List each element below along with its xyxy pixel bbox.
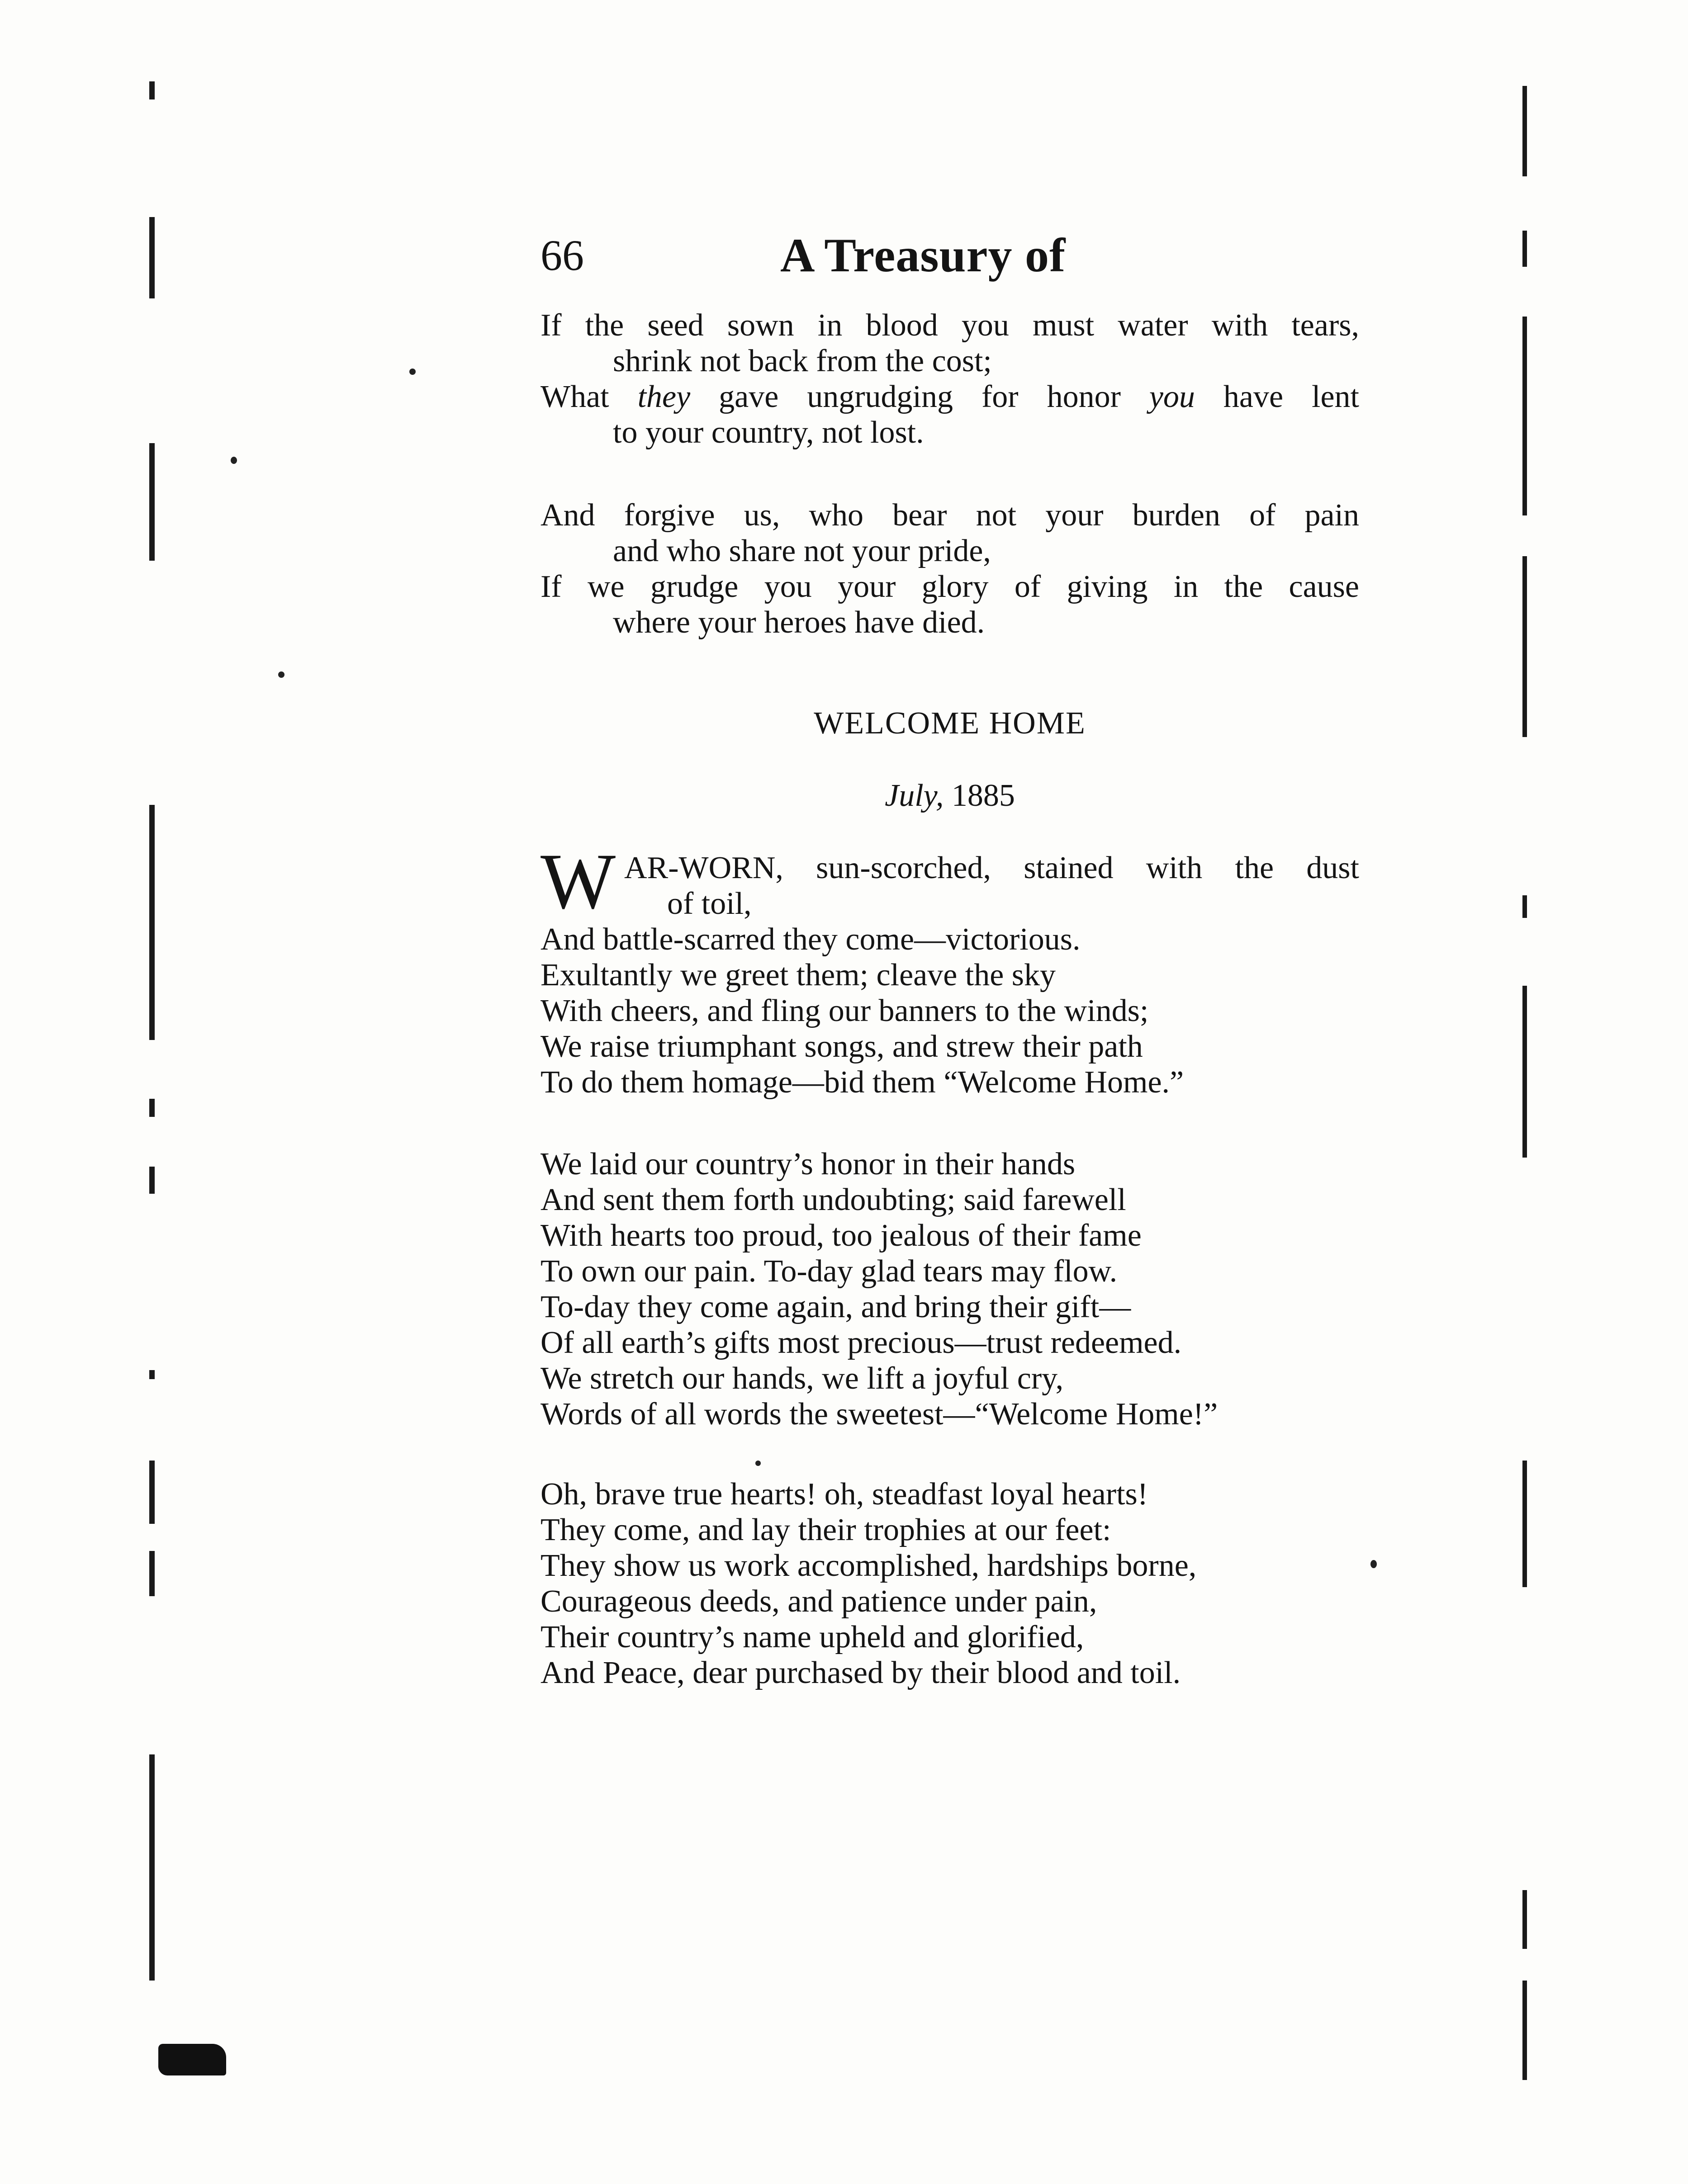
ink-blot [158, 2044, 226, 2075]
verse-line: Their country’s name upheld and glorified, [541, 1620, 1084, 1655]
date-year: 1885 [951, 778, 1015, 813]
verse-line: Oh, brave true hearts! oh, steadfast loyal hearts! [541, 1477, 1148, 1512]
verse-line: and who share not your pride, [613, 534, 991, 568]
verse-line: And Peace, dear purchased by their blood and toil. [541, 1655, 1181, 1690]
page-number: 66 [541, 231, 584, 279]
verse-line: And battle-scarred they come—victorious. [541, 922, 1081, 957]
verse-line: to your country, not lost. [613, 415, 924, 450]
verse-line: They come, and lay their trophies at our feet: [541, 1513, 1111, 1547]
verse-line: Words of all words the sweetest—“Welcome Home!” [541, 1397, 1218, 1432]
verse-line: where your heroes have died. [613, 605, 985, 640]
date-month: July, [885, 778, 944, 813]
poem-title: WELCOME HOME [814, 706, 1086, 741]
verse-line: Exultantly we greet them; cleave the sky [541, 958, 1056, 993]
verse-line: shrink not back from the cost; [613, 344, 992, 378]
verse-line: We laid our country’s honor in their hands [541, 1147, 1076, 1182]
verse-line: We stretch our hands, we lift a joyful cry, [541, 1361, 1064, 1396]
verse-line: We raise triumphant songs, and strew their path [541, 1029, 1143, 1064]
verse-line: To-day they come again, and bring their gift— [541, 1290, 1131, 1324]
verse-line: If we grudge you your glory of giving in the cause [541, 569, 1359, 604]
verse-line: Courageous deeds, and patience under pain, [541, 1584, 1097, 1619]
verse-line: of toil, [667, 886, 752, 921]
poem-stanza-2 [541, 1146, 1359, 1432]
poem-stanza-1 [541, 922, 1359, 1100]
verse-line: And forgive us, who bear not your burden of pain [541, 498, 1359, 533]
verse-line: If the seed sown in blood you must water with tears, [541, 308, 1359, 343]
previous-poem-stanza [541, 497, 1359, 640]
verse-line: Of all earth’s gifts most precious—trust redeemed. [541, 1325, 1182, 1360]
left-binding-edge [136, 81, 167, 2048]
right-binding-edge [1511, 81, 1542, 2080]
verse-line: With hearts too proud, too jealous of their fame [541, 1218, 1142, 1253]
verse-line: With cheers, and fling our banners to the winds; [541, 993, 1149, 1028]
verse-line: What they gave ungrudging for honor you have lent [541, 379, 1359, 414]
previous-poem-stanza [541, 307, 1359, 450]
poem-stanza-3 [541, 1476, 1359, 1691]
verse-line-first: AR-WORN, sun-scorched, stained with the dust [624, 851, 1359, 885]
running-title: A Treasury of [780, 229, 1066, 282]
verse-line: They show us work accomplished, hardships borne, [541, 1548, 1197, 1583]
verse-line: To own our pain. To-day glad tears may flow. [541, 1254, 1118, 1289]
verse-line: To do them homage—bid them “Welcome Home.” [541, 1065, 1184, 1100]
page-header [541, 222, 1359, 289]
drop-cap: W [541, 837, 616, 926]
poem-date [541, 775, 1359, 816]
verse-line: And sent them forth undoubting; said farewell [541, 1182, 1126, 1217]
